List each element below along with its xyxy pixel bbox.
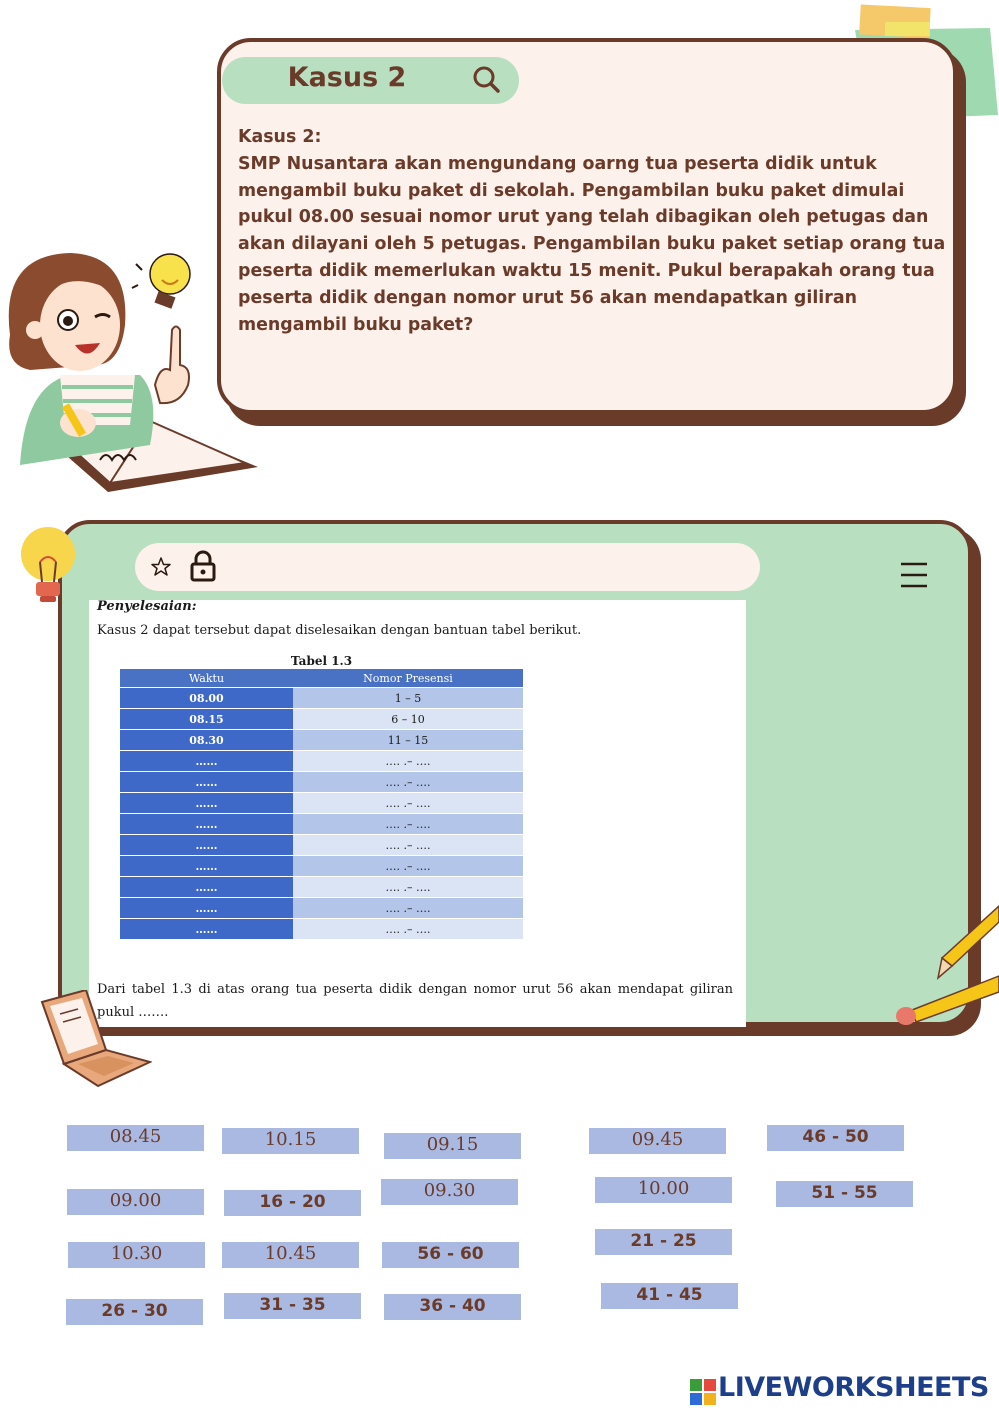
table-cell-number: 6 – 10 bbox=[293, 709, 523, 730]
table-cell-time: …… bbox=[120, 856, 293, 877]
answer-tile[interactable]: 09.30 bbox=[381, 1179, 518, 1205]
table-cell-number: …. .– …. bbox=[293, 877, 523, 898]
answer-tile[interactable]: 10.30 bbox=[68, 1242, 205, 1268]
case-text bbox=[238, 124, 950, 338]
table-cell-number: …. .– …. bbox=[293, 898, 523, 919]
table-cell-number: 1 – 5 bbox=[293, 688, 523, 709]
table-cell-time: …… bbox=[120, 898, 293, 919]
star-icon[interactable] bbox=[150, 556, 172, 578]
table-row bbox=[120, 814, 523, 835]
answer-tile[interactable]: 09.00 bbox=[67, 1189, 204, 1215]
answer-tile[interactable]: 16 - 20 bbox=[224, 1190, 361, 1216]
table-row bbox=[120, 877, 523, 898]
solution-conclusion: Dari tabel 1.3 di atas orang tua peserta didik dengan nomor urut 56 akan mendapat giliran pukul ……. bbox=[97, 982, 733, 1020]
answer-tile[interactable]: 10.15 bbox=[222, 1128, 359, 1154]
menu-icon[interactable] bbox=[899, 561, 929, 589]
table-header-time: Waktu bbox=[120, 669, 293, 688]
table-cell-time: …… bbox=[120, 751, 293, 772]
table-cell-time: 08.15 bbox=[120, 709, 293, 730]
table-row bbox=[120, 856, 523, 877]
solution-intro: Kasus 2 dapat tersebut dapat diselesaikan dengan bantuan tabel berikut. bbox=[97, 623, 582, 638]
table-cell-time: …… bbox=[120, 793, 293, 814]
answer-tile[interactable]: 10.45 bbox=[222, 1242, 359, 1268]
answer-tile[interactable]: 09.15 bbox=[384, 1133, 521, 1159]
table-row bbox=[120, 772, 523, 793]
table-cell-time: …… bbox=[120, 814, 293, 835]
address-bar[interactable] bbox=[135, 543, 760, 591]
table-caption: Tabel 1.3 bbox=[290, 654, 353, 668]
table-cell-time: …… bbox=[120, 877, 293, 898]
answer-tile[interactable]: 36 - 40 bbox=[384, 1294, 521, 1320]
answer-tile[interactable]: 09.45 bbox=[589, 1128, 726, 1154]
table-cell-number: …. .– …. bbox=[293, 751, 523, 772]
table-row bbox=[120, 688, 523, 709]
table-row bbox=[120, 898, 523, 919]
table-header-number: Nomor Presensi bbox=[293, 669, 523, 688]
answer-tile[interactable]: 56 - 60 bbox=[382, 1242, 519, 1268]
table-cell-number: …. .– …. bbox=[293, 814, 523, 835]
pencil-icon bbox=[890, 900, 999, 1030]
case-heading: Kasus 2: bbox=[238, 127, 322, 147]
table-header-row bbox=[120, 669, 523, 688]
table-cell-number: …. .– …. bbox=[293, 793, 523, 814]
table-cell-number: 11 – 15 bbox=[293, 730, 523, 751]
table-row bbox=[120, 709, 523, 730]
laptop-icon bbox=[38, 990, 152, 1090]
answer-tile[interactable]: 26 - 30 bbox=[66, 1299, 203, 1325]
liveworksheets-logo-icon bbox=[690, 1379, 716, 1405]
table-cell-number: …. .– …. bbox=[293, 919, 523, 940]
case-title: Kasus 2 bbox=[287, 62, 407, 93]
answer-tile[interactable]: 10.00 bbox=[595, 1177, 732, 1203]
table-cell-time: 08.30 bbox=[120, 730, 293, 751]
table-cell-number: …. .– …. bbox=[293, 772, 523, 793]
solution-heading: Penyelesaian: bbox=[97, 599, 197, 614]
lightbulb-icon bbox=[130, 250, 200, 320]
case-description: SMP Nusantara akan mengundang oarng tua peserta didik untuk mengambil buku paket di sekolah. Pengambilan buku paket dimulai pukul 08.00 sesuai nomor urut yang telah dibagikan oleh petugas dan akan dilayani oleh 5 petugas. Pengambilan buku paket setiap orang tua peserta didik memerlukan waktu 15 menit. Pukul berapakah orang tua peserta didik dengan nomor urut 56 akan mendapatkan giliran mengambil buku paket? bbox=[238, 153, 946, 335]
table-cell-time: …… bbox=[120, 835, 293, 856]
table-row bbox=[120, 793, 523, 814]
table-cell-time: …… bbox=[120, 772, 293, 793]
table-row bbox=[120, 751, 523, 772]
brand-name: LIVEWORKSHEETS bbox=[718, 1372, 989, 1403]
answer-tile[interactable]: 31 - 35 bbox=[224, 1293, 361, 1319]
schedule-table bbox=[120, 669, 523, 939]
lightbulb-icon bbox=[18, 524, 78, 608]
lock-icon[interactable] bbox=[189, 550, 217, 582]
answer-tile[interactable]: 41 - 45 bbox=[601, 1283, 738, 1309]
table-row bbox=[120, 730, 523, 751]
answer-tile[interactable]: 46 - 50 bbox=[767, 1125, 904, 1151]
table-row bbox=[120, 919, 523, 940]
search-icon[interactable] bbox=[471, 64, 501, 94]
answer-tile[interactable]: 21 - 25 bbox=[595, 1229, 732, 1255]
table-cell-number: …. .– …. bbox=[293, 835, 523, 856]
answer-tile[interactable]: 08.45 bbox=[67, 1125, 204, 1151]
table-row bbox=[120, 835, 523, 856]
table-cell-time: …… bbox=[120, 919, 293, 940]
table-cell-time: 08.00 bbox=[120, 688, 293, 709]
table-cell-number: …. .– …. bbox=[293, 856, 523, 877]
answer-tile[interactable]: 51 - 55 bbox=[776, 1181, 913, 1207]
